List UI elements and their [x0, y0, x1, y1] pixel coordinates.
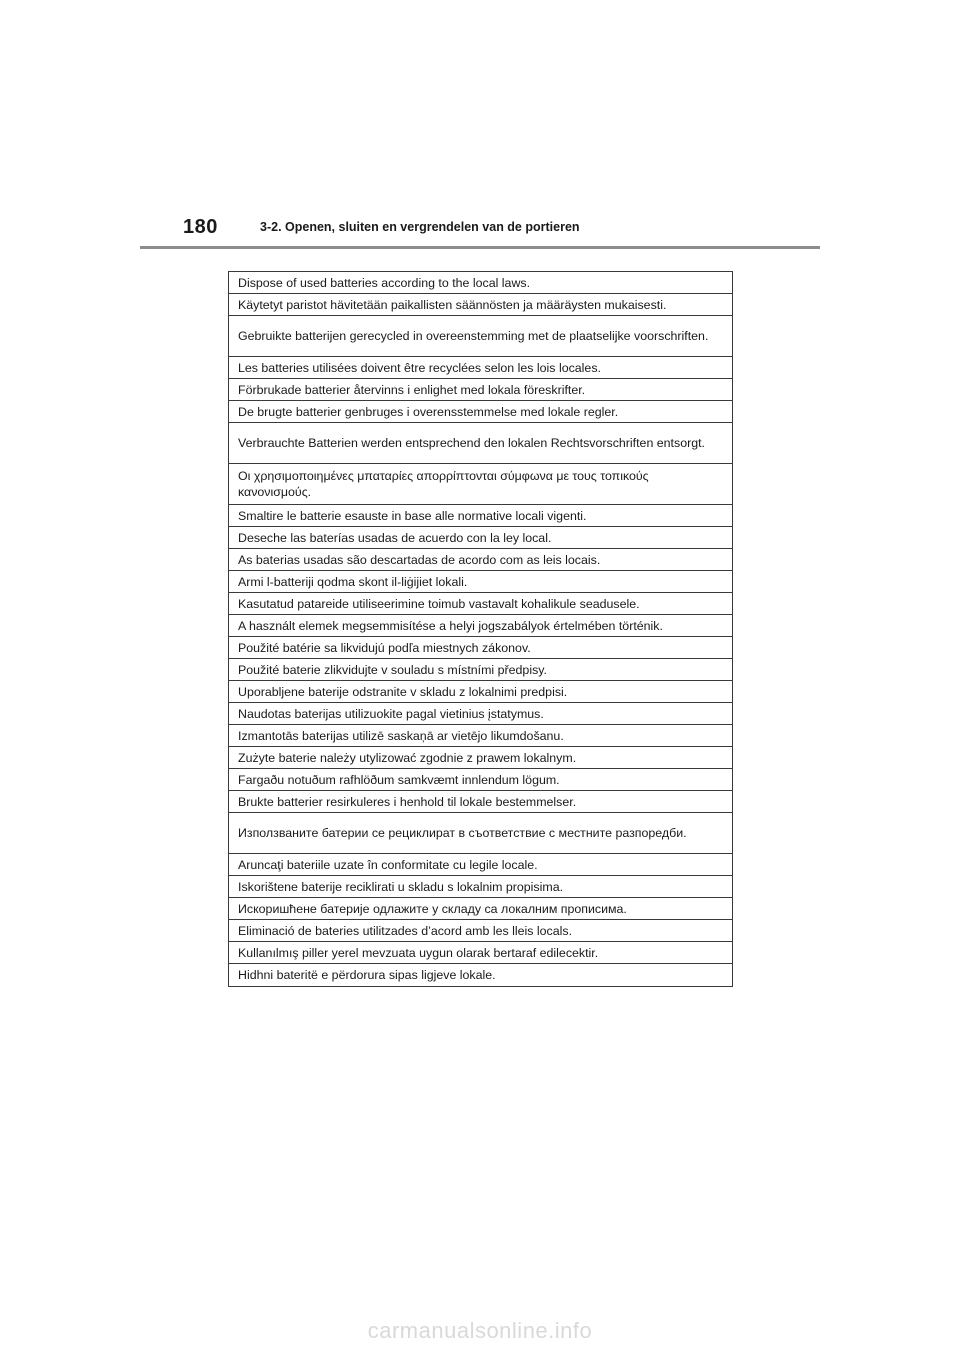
- disposal-text: De brugte batterier genbruges i overensstemmelse med lokale regler.: [238, 404, 619, 419]
- table-row: [229, 681, 732, 703]
- disposal-text: Použité baterie zlikvidujte v souladu s místními předpisy.: [238, 662, 547, 677]
- disposal-text: Gebruikte batterijen gerecycled in overeenstemming met de plaatselijke voorschriften.: [238, 329, 709, 343]
- table-row: [229, 593, 732, 615]
- section-title: 3-2. Openen, sluiten en vergrendelen van de portieren: [260, 220, 580, 234]
- disposal-text: Iskorištene baterije reciklirati u skladu s lokalnim propisima.: [238, 879, 564, 894]
- disposal-text: Použité batérie sa likvidujú podľa miestnych zákonov.: [238, 640, 531, 655]
- table-row: [229, 703, 732, 725]
- disposal-text: Verbrauchte Batterien werden entsprechend den lokalen Rechtsvorschriften entsorgt.: [238, 436, 705, 450]
- table-row: [229, 379, 732, 401]
- disposal-text: Les batteries utilisées doivent être recyclées selon les lois locales.: [238, 360, 601, 375]
- table-row: [229, 401, 732, 423]
- table-row: [229, 898, 732, 920]
- table-row: [229, 876, 732, 898]
- table-row: [229, 964, 732, 986]
- disposal-text: Kullanılmış piller yerel mevzuata uygun olarak bertaraf edilecektir.: [238, 945, 599, 960]
- battery-disposal-table: [228, 271, 733, 987]
- table-row: [229, 571, 732, 593]
- table-row: [229, 423, 732, 464]
- disposal-text: Käytetyt paristot hävitetään paikallisten säännösten ja määräysten mukaisesti.: [238, 297, 667, 312]
- table-row: [229, 294, 732, 316]
- watermark: carmanualsonline.info: [367, 1318, 593, 1343]
- disposal-text: Eliminació de bateries utilitzades d’acord amb les lleis locals.: [238, 923, 573, 938]
- page-header: [140, 210, 820, 249]
- table-row: [229, 747, 732, 769]
- table-row: [229, 615, 732, 637]
- disposal-text: Deseche las baterías usadas de acuerdo con la ley local.: [238, 530, 552, 545]
- disposal-text: Използваните батерии се рециклират в съответствие с местните разпоредби.: [238, 826, 687, 840]
- disposal-text: Kasutatud patareide utiliseerimine toimub vastavalt kohalikule seadusele.: [238, 596, 640, 611]
- disposal-text: Brukte batterier resirkuleres i henhold til lokale bestemmelser.: [238, 794, 577, 809]
- disposal-text: Förbrukade batterier återvinns i enlighet med lokala föreskrifter.: [238, 382, 586, 397]
- disposal-text: Izmantotās baterijas utilizē saskaņā ar vietējo likumdošanu.: [238, 728, 564, 743]
- disposal-text: Hidhni bateritë e përdorura sipas ligjeve lokale.: [238, 968, 496, 982]
- disposal-text: Smaltire le batterie esauste in base alle normative locali vigenti.: [238, 508, 587, 523]
- disposal-text: Zużyte baterie należy utylizować zgodnie z prawem lokalnym.: [238, 750, 577, 765]
- disposal-text: Naudotas baterijas utilizuokite pagal vietinius įstatymus.: [238, 706, 544, 721]
- disposal-text: Uporabljene baterije odstranite v skladu z lokalnimi predpisi.: [238, 684, 568, 699]
- disposal-text: As baterias usadas são descartadas de acordo com as leis locais.: [238, 552, 601, 567]
- table-row: [229, 464, 732, 505]
- table-row: [229, 637, 732, 659]
- table-row: [229, 791, 732, 813]
- disposal-text: Armi l-batteriji qodma skont il-liġijiet lokali.: [238, 574, 468, 589]
- table-row: [229, 942, 732, 964]
- table-row: [229, 920, 732, 942]
- table-row: [229, 854, 732, 876]
- disposal-text: A használt elemek megsemmisítése a helyi jogszabályok értelmében történik.: [238, 618, 663, 633]
- disposal-text: Fargaðu notuðum rafhlöðum samkvæmt innlendum lögum.: [238, 772, 560, 787]
- table-row: [229, 272, 732, 294]
- table-row: [229, 725, 732, 747]
- page-number: 180: [183, 216, 218, 238]
- disposal-text: Aruncaţi bateriile uzate în conformitate cu legile locale.: [238, 857, 538, 872]
- disposal-text: Искоришћене батерије одлажите у складу са локалним прописима.: [238, 901, 627, 916]
- disposal-text: Dispose of used batteries according to the local laws.: [238, 275, 531, 290]
- table-row: [229, 505, 732, 527]
- disposal-text: Οι χρησιμοποιημένες μπαταρίες απορρίπτονται σύμφωνα με τους τοπικούς κανονισμούς.: [238, 469, 649, 499]
- table-row: [229, 813, 732, 854]
- table-row: [229, 769, 732, 791]
- table-row: [229, 549, 732, 571]
- table-row: [229, 527, 732, 549]
- table-row: [229, 659, 732, 681]
- table-row: [229, 357, 732, 379]
- table-row: [229, 316, 732, 357]
